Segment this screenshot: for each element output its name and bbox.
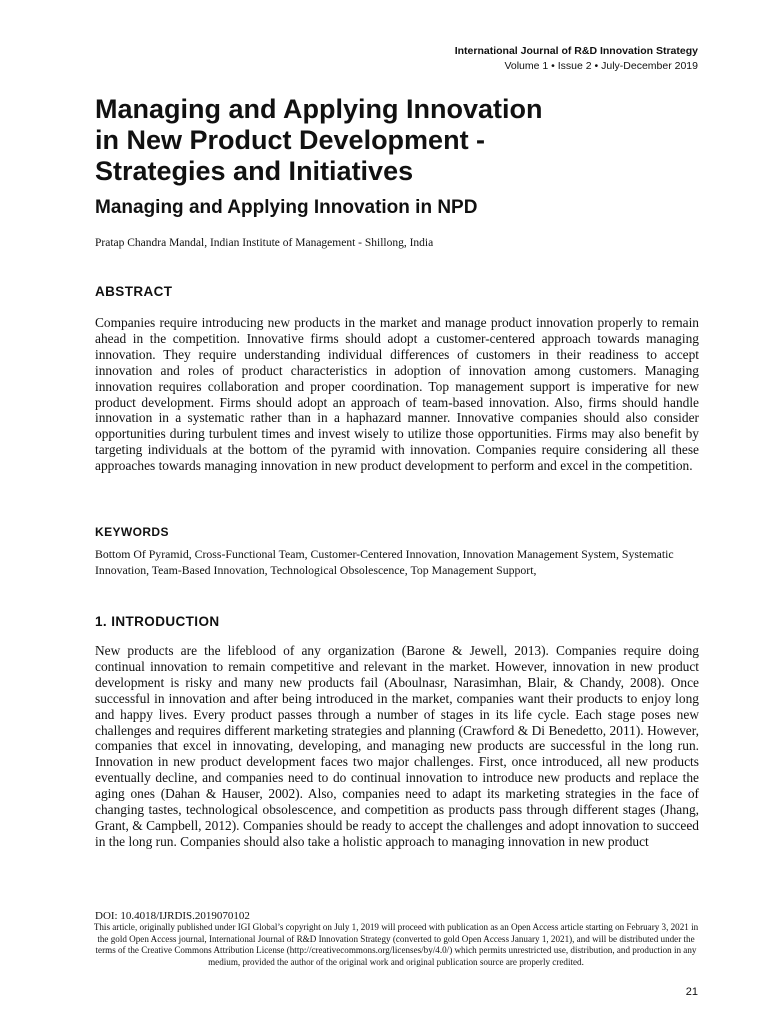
- issue-info: Volume 1 • Issue 2 • July-December 2019: [504, 60, 698, 72]
- doi: DOI: 10.4018/IJRDIS.2019070102: [95, 910, 250, 922]
- page-number: 21: [685, 986, 698, 998]
- journal-header: [455, 44, 698, 74]
- license-notice: This article, originally published under IGI Global’s copyright on July 1, 2019 will proceed with publication as an Open Access article starting on February 3, 2021 in the gold Open Access journal, International Journal of R&D Innovation Strategy (converted to gold Open Access January 1, 2021), and will be distributed under the terms of the Creative Commons Attribution License (http://creativecommons.org/licenses/by/4.0/) which permits unrestricted use, distribution, and production in any medium, provided the author of the original work and original publication source are properly credited.: [93, 922, 699, 968]
- introduction-heading: 1. INTRODUCTION: [95, 614, 220, 629]
- title-line-1: Managing and Applying Innovation: [95, 94, 543, 124]
- abstract-heading: ABSTRACT: [95, 284, 173, 299]
- keywords-heading: KEYWORDS: [95, 525, 169, 539]
- introduction-text: New products are the lifeblood of any organization (Barone & Jewell, 2013). Companies require doing continual innovation to remain competitive and relevant in the market. However, innovation in new product development is risky and many new products fail (Aboulnasr, Narasimhan, Blair, & Chandy, 2008). Once successful in innovation and after being introduced in the market, companies want their products to enjoy long and happy lives. Every product passes through a number of stages in its life cycle. Each stage poses new challenges and requires different marketing strategies and planning (Crawford & Di Benedetto, 2011). However, companies that excel in innovating, developing, and managing new products are successful in the long run. Innovation in new product development faces two major challenges. First, once introduced, all new products eventually decline, and companies need to do continual innovation to introduce new products and replace the aging ones (Dahan & Hauser, 2002). Also, companies need to adapt its marketing strategies in the face of changing tastes, technological obsolescence, and competition as products pass through different stages (Jhang, Grant, & Campbell, 2012). Companies should be ready to accept the challenges and adopt innovation to succeed in the long run. Companies should also take a holistic approach to managing innovation in new product: [95, 643, 699, 849]
- title-line-3: Strategies and Initiatives: [95, 156, 414, 186]
- author-affiliation: Pratap Chandra Mandal, Indian Institute of Management - Shillong, India: [95, 237, 434, 249]
- abstract-text: Companies require introducing new products in the market and manage product innovation properly to remain ahead in the competition. Innovative firms should adopt a customer-centered approach towards managing innovation. They require understanding individual differences of customers in their readiness to accept innovation and roles of product characteristics in adoption of innovation among customers. Managing innovation requires collaboration and proper coordination. Top management support is imperative for new product development. Firms should adopt an approach of team-based innovation. Also, firms should handle innovation in a systematic rather than in a haphazard manner. Innovative companies should also consider opportunities during turbulent times and invest wisely to utilize those opportunities. Firms may also benefit by targeting individuals at the bottom of the pyramid with innovation. Companies require considering all these approaches towards managing innovation in new product development to perform and excel in the competition.: [95, 315, 699, 474]
- article-title: [95, 94, 695, 187]
- title-line-2: in New Product Development -: [95, 125, 486, 155]
- article-subtitle: Managing and Applying Innovation in NPD: [95, 197, 478, 218]
- keywords-text: Bottom Of Pyramid, Cross-Functional Team, Customer-Centered Innovation, Innovation Management System, Systematic Innovation, Team-Based Innovation, Technological Obsolescence, Top Management Support,: [95, 547, 674, 577]
- journal-name: International Journal of R&D Innovation Strategy: [454, 45, 698, 57]
